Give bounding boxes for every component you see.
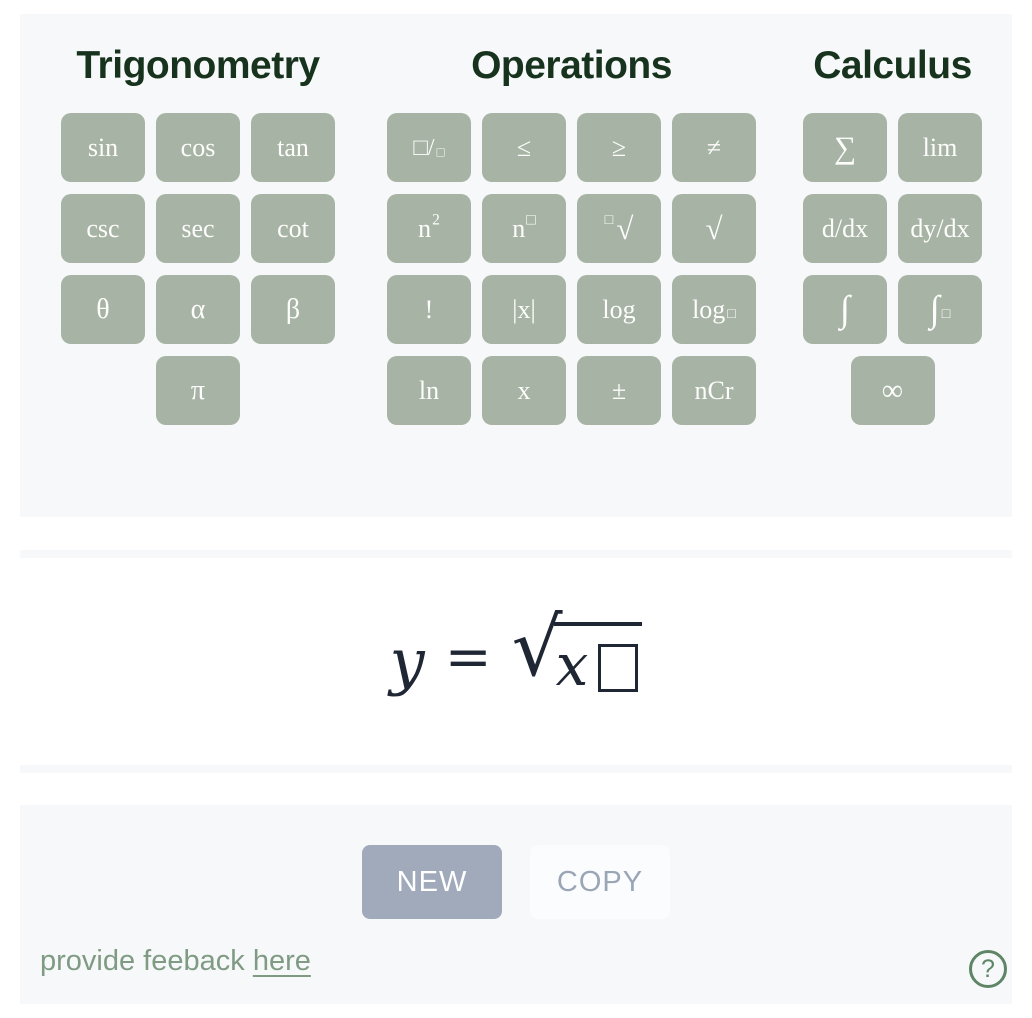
- equation: [389, 600, 643, 702]
- key-label: sin: [87, 132, 119, 162]
- key-grid: [803, 113, 982, 425]
- key-ncr[interactable]: [672, 356, 756, 425]
- action-row: [362, 845, 670, 919]
- key-label: ∫: [839, 289, 851, 330]
- key-label: π: [190, 374, 206, 406]
- key-label: cot: [277, 213, 309, 243]
- key-factorial[interactable]: [387, 275, 471, 344]
- key-theta[interactable]: [61, 275, 145, 344]
- feedback-link[interactable]: here: [252, 945, 311, 977]
- key-abs[interactable]: [482, 275, 566, 344]
- key-log[interactable]: [577, 275, 661, 344]
- help-icon[interactable]: [969, 950, 1007, 988]
- key-x[interactable]: [482, 356, 566, 425]
- key-grid: [61, 113, 335, 425]
- equation-sqrt: [511, 600, 643, 702]
- key-csc[interactable]: [61, 194, 145, 263]
- key-label: n: [418, 213, 432, 243]
- key-cot[interactable]: [251, 194, 335, 263]
- key-subscript: □: [941, 306, 951, 323]
- key-label: x: [517, 375, 531, 405]
- radical-symbol-icon: √: [511, 600, 563, 694]
- divider-bottom: [20, 765, 1012, 773]
- key-integral[interactable]: [803, 275, 887, 344]
- key-label: ∫: [929, 289, 940, 330]
- bottom-panel: [20, 805, 1012, 1004]
- key-dydx[interactable]: [898, 194, 982, 263]
- equation-lhs: y: [389, 624, 425, 698]
- new-button[interactable]: NEW: [362, 845, 502, 919]
- key-label: cos: [180, 132, 216, 162]
- key-fraction[interactable]: [387, 113, 471, 182]
- key-ddx[interactable]: [803, 194, 887, 263]
- key-label: β: [285, 293, 301, 325]
- key-label: dy/dx: [910, 213, 970, 243]
- key-label: ≤: [516, 132, 532, 162]
- key-log-base[interactable]: [672, 275, 756, 344]
- key-label: log: [692, 294, 726, 324]
- key-label: !: [424, 294, 434, 324]
- section-calculus: [803, 45, 982, 425]
- key-label: ±: [611, 375, 627, 405]
- key-label: ln: [418, 375, 440, 405]
- key-presuperscript: □: [604, 212, 614, 229]
- key-label: α: [190, 293, 206, 325]
- key-label: log: [602, 294, 636, 324]
- key-not-equal[interactable]: [672, 113, 756, 182]
- key-superscript: 2: [432, 211, 440, 229]
- key-pi[interactable]: [156, 356, 240, 425]
- key-superscript: □: [526, 211, 536, 229]
- key-label: √: [616, 211, 634, 246]
- key-infinity[interactable]: [851, 356, 935, 425]
- key-subscript: □: [436, 144, 445, 160]
- key-nth-root[interactable]: [577, 194, 661, 263]
- section-trigonometry: [61, 45, 335, 425]
- section-title-trigonometry: Trigonometry: [76, 44, 320, 87]
- key-sqrt[interactable]: [672, 194, 756, 263]
- key-subscript: □: [727, 306, 736, 323]
- key-label: ≠: [706, 132, 722, 162]
- key-ln[interactable]: [387, 356, 471, 425]
- key-sin[interactable]: [61, 113, 145, 182]
- key-n-squared[interactable]: [387, 194, 471, 263]
- key-integral-bounds[interactable]: [898, 275, 982, 344]
- key-label: ≥: [611, 132, 627, 162]
- equation-display: [0, 558, 1032, 765]
- key-label: sec: [181, 213, 215, 243]
- key-alpha[interactable]: [156, 275, 240, 344]
- section-operations: [387, 45, 756, 425]
- equation-placeholder-box[interactable]: [598, 644, 638, 692]
- key-label: θ: [96, 293, 110, 325]
- key-label: csc: [86, 213, 120, 243]
- key-sec[interactable]: [156, 194, 240, 263]
- section-title-calculus: Calculus: [813, 44, 972, 87]
- key-label: |x|: [512, 294, 536, 324]
- keyboard-panel: [20, 14, 1012, 517]
- key-n-power[interactable]: [482, 194, 566, 263]
- key-label: n: [512, 213, 526, 243]
- equation-radicand-var: x: [555, 630, 589, 699]
- key-label: √: [705, 211, 723, 246]
- equation-equals: =: [444, 624, 492, 690]
- divider-top: [20, 550, 1012, 558]
- copy-button[interactable]: COPY: [530, 845, 670, 919]
- feedback-text: [40, 945, 311, 978]
- key-label: d/dx: [821, 213, 869, 243]
- feedback-label: provide feeback: [40, 945, 253, 977]
- key-less-equal[interactable]: [482, 113, 566, 182]
- key-lim[interactable]: [898, 113, 982, 182]
- key-label: nCr: [694, 375, 734, 405]
- question-mark: ?: [981, 954, 995, 983]
- key-label: ∞: [881, 373, 904, 407]
- key-label: □/: [413, 134, 435, 161]
- key-grid: [387, 113, 756, 425]
- key-beta[interactable]: [251, 275, 335, 344]
- key-cos[interactable]: [156, 113, 240, 182]
- key-label: ∑: [833, 130, 857, 165]
- key-label: lim: [922, 132, 958, 162]
- key-tan[interactable]: [251, 113, 335, 182]
- equation-radicand: [554, 622, 643, 699]
- key-sum[interactable]: [803, 113, 887, 182]
- section-title-operations: Operations: [471, 44, 672, 87]
- key-greater-equal[interactable]: [577, 113, 661, 182]
- key-plus-minus[interactable]: [577, 356, 661, 425]
- key-label: tan: [277, 132, 309, 162]
